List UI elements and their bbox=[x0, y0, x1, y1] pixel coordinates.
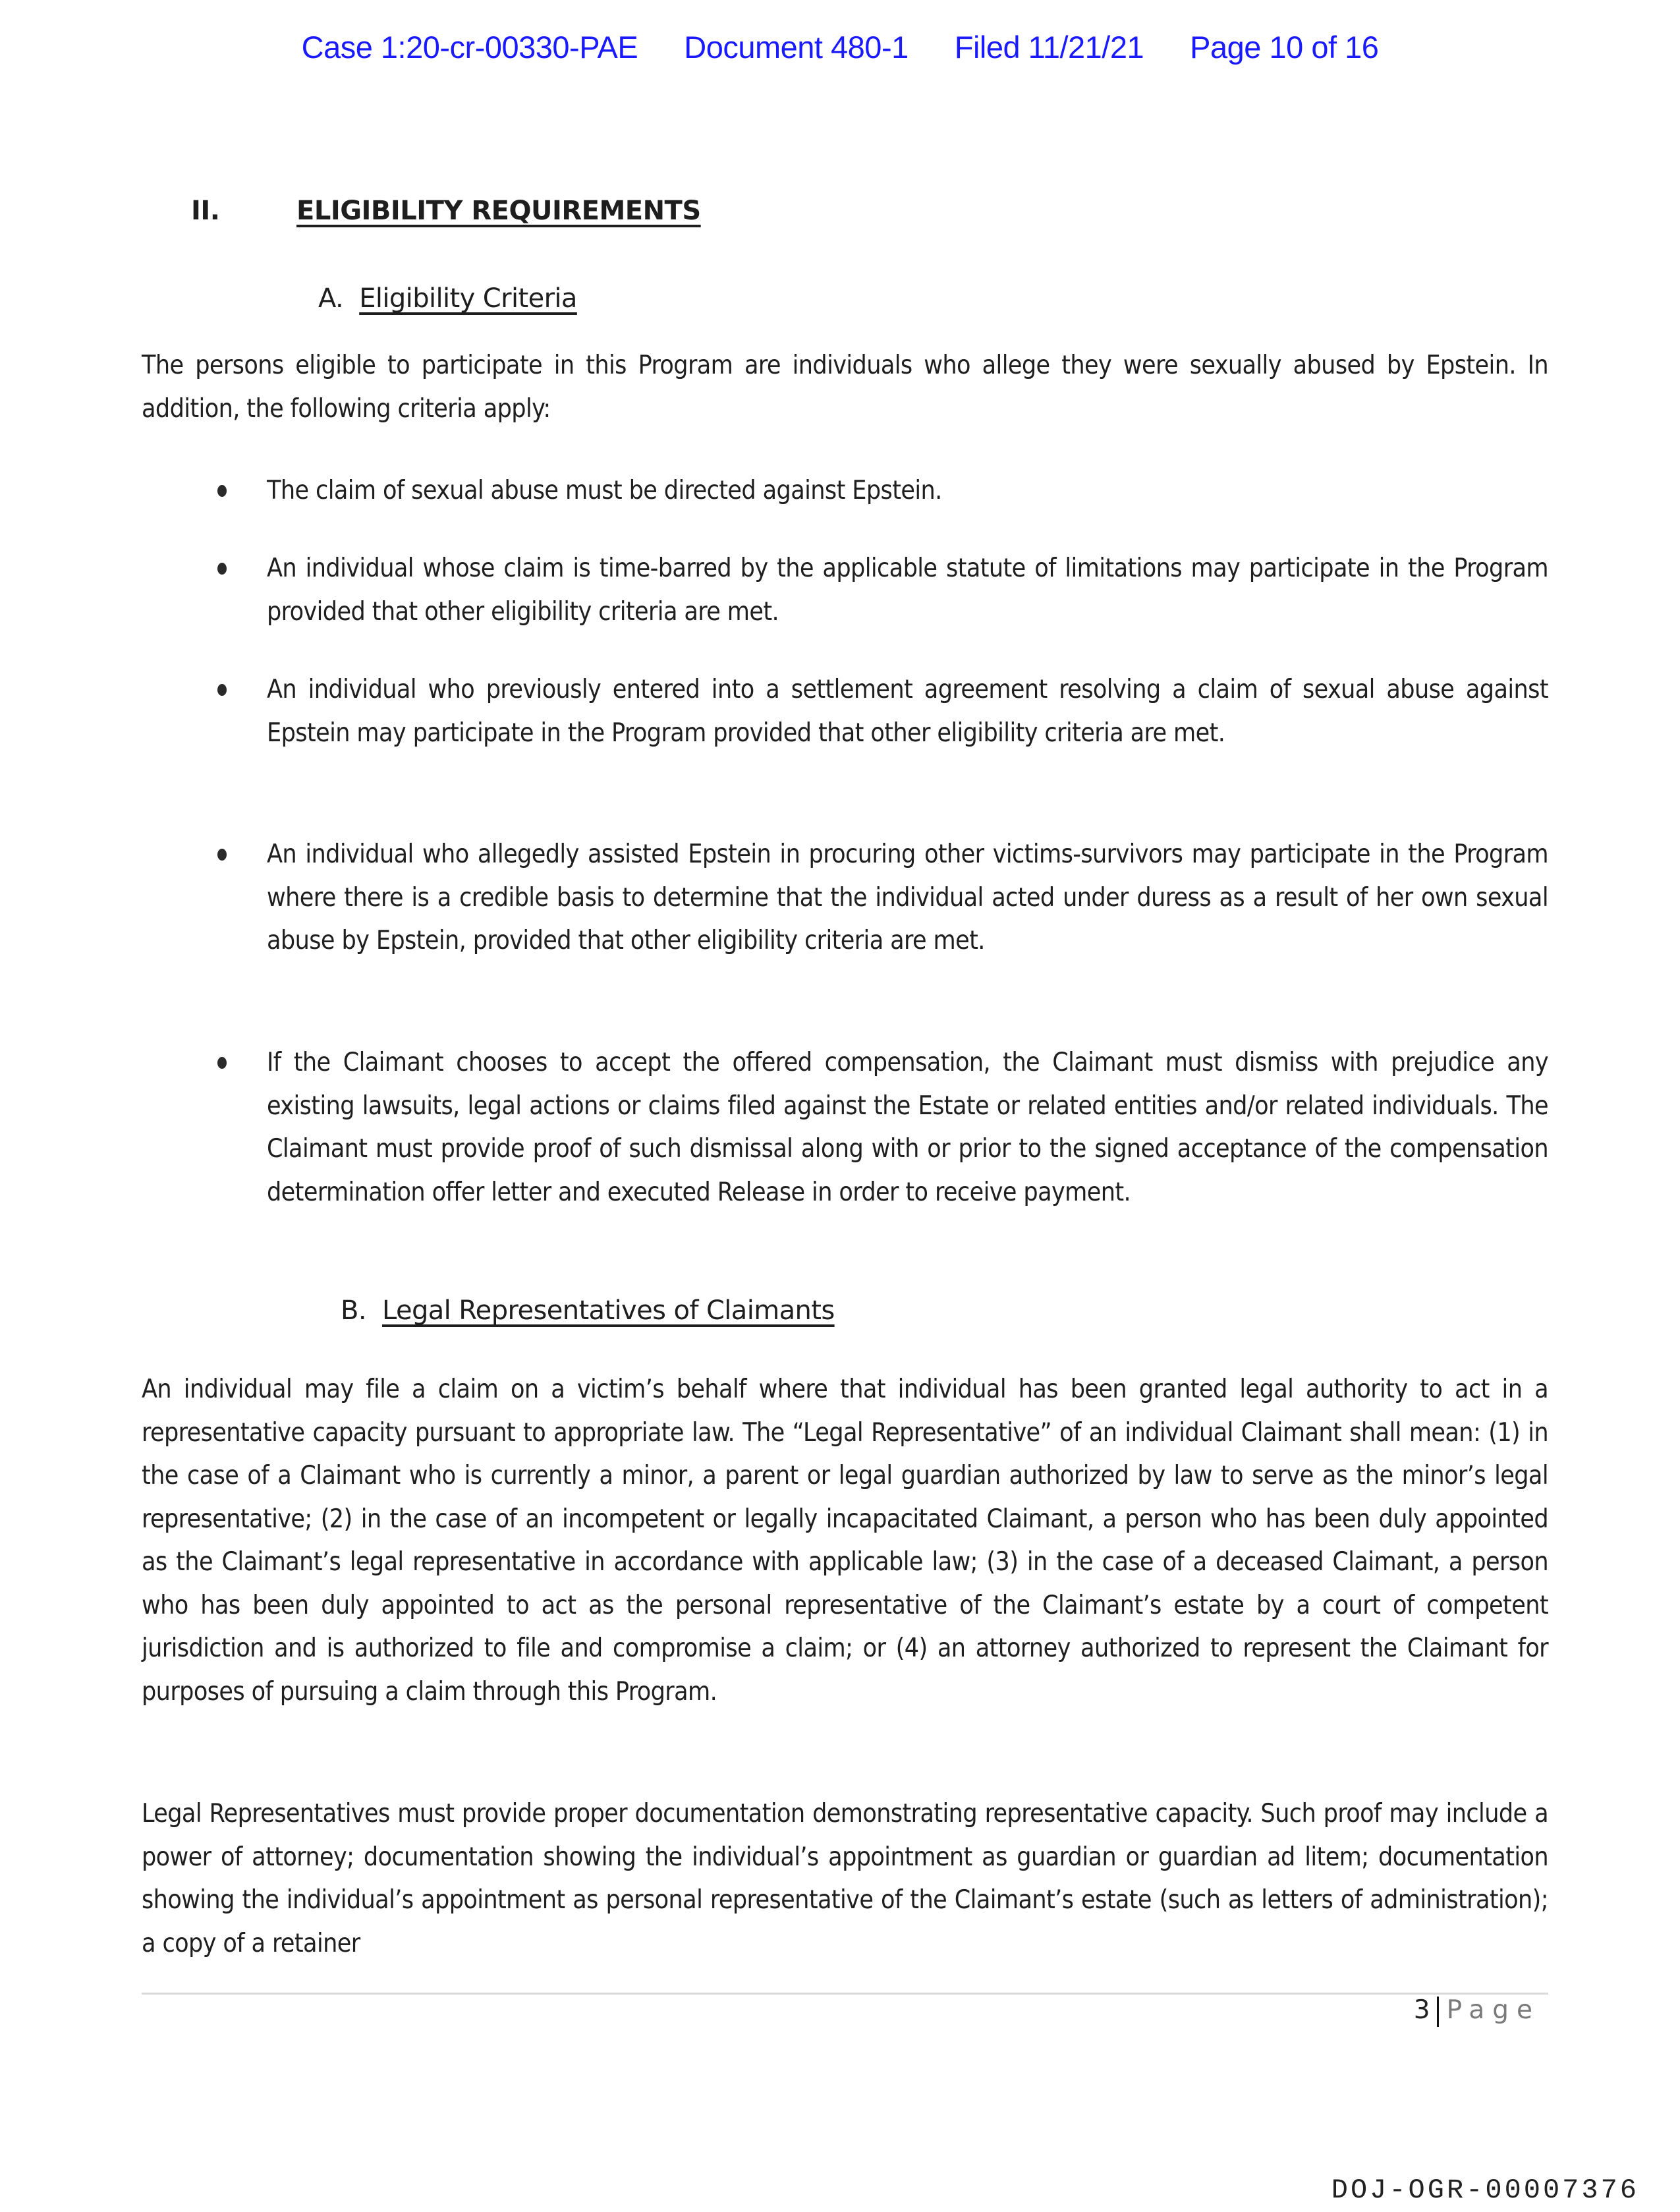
document-number: Document 480-1 bbox=[684, 30, 909, 65]
footer-divider bbox=[142, 1993, 1548, 1995]
subsection-b-heading bbox=[341, 1295, 835, 1326]
page-number bbox=[1414, 1995, 1540, 2027]
subsection-b-title: Legal Representatives of Claimants bbox=[381, 1295, 835, 1326]
filed-date: Filed 11/21/21 bbox=[954, 30, 1144, 65]
section-title: ELIGIBILITY REQUIREMENTS bbox=[296, 196, 701, 226]
bates-number: DOJ-OGR-00007376 bbox=[1331, 2174, 1639, 2206]
documentation-requirements-paragraph: Legal Representatives must provide proper documentation demonstrating representative capacity. Such proof may include a power of attorney; documentation showing the individual’s appointment as guardian or guardian ad litem; documentation showing the individual’s appointment as personal representative of the Claimant’s estate (such as letters of administration); a copy of a retainer bbox=[142, 1799, 1548, 1958]
criteria-list-item: If the Claimant chooses to accept the offered compensation, the Claimant must dismiss with prejudice any existing lawsuits, legal actions or claims filed against the Estate or related entities and/or related individuals. The Claimant must provide proof of such dismissal along with or prior to the signed acceptance of the compensation determination offer letter and executed Release in order to receive payment. bbox=[142, 1041, 1548, 1214]
eligibility-intro-paragraph: The persons eligible to participate in this Program are individuals who allege they were sexually abused by Epstein. In addition, the following criteria apply: bbox=[142, 351, 1548, 424]
subsection-a-heading bbox=[318, 283, 577, 314]
criteria-list-item: An individual who previously entered into a settlement agreement resolving a claim of sexual abuse against Epstein may participate in the Program provided that other eligibility criteria are met. bbox=[142, 668, 1548, 754]
page-count: Page 10 of 16 bbox=[1190, 30, 1379, 65]
bullet-icon bbox=[142, 469, 267, 513]
case-number: Case 1:20-cr-00330-PAE bbox=[301, 30, 638, 65]
bullet-icon bbox=[142, 833, 267, 963]
court-filing-stamp bbox=[0, 29, 1680, 65]
page-number-label: Page bbox=[1446, 1995, 1540, 2025]
page-number-separator bbox=[1437, 1997, 1439, 2027]
bullet-icon bbox=[142, 668, 267, 754]
page-number-value: 3 bbox=[1413, 1995, 1430, 2025]
subsection-b-letter: B. bbox=[341, 1295, 366, 1326]
subsection-a-letter: A. bbox=[318, 283, 344, 314]
criteria-list-item: An individual who allegedly assisted Epstein in procuring other victims-survivors may participate in the Program where there is a credible basis to determine that the individual acted under duress as a result of her own sexual abuse by Epstein, provided that other eligibility criteria are met. bbox=[142, 833, 1548, 963]
section-number: II. bbox=[191, 196, 220, 226]
subsection-a-title: Eligibility Criteria bbox=[359, 283, 577, 314]
section-heading bbox=[191, 196, 701, 226]
criteria-list-item: An individual whose claim is time-barred by the applicable statute of limitations may participate in the Program provided that other eligibility criteria are met. bbox=[142, 547, 1548, 633]
criteria-list-item: The claim of sexual abuse must be directed against Epstein. bbox=[142, 469, 1548, 513]
bullet-icon bbox=[142, 1041, 267, 1214]
legal-representative-definition-paragraph: An individual may file a claim on a victim’s behalf where that individual has been granted legal authority to act in a representative capacity pursuant to appropriate law. The “Legal Representative” of an individual Claimant shall mean: (1) in the case of a Claimant who is currently a minor, a parent or legal guardian authorized by law to serve as the minor’s legal representative; (2) in the case of an incompetent or legally incapacitated Claimant, a person who has been duly appointed as the Claimant’s legal representative in accordance with applicable law; (3) in the case of a deceased Claimant, a person who has been duly appointed to act as the personal representative of the Claimant’s estate by a court of competent jurisdiction and is authorized to file and compromise a claim; or (4) an attorney authorized to represent the Claimant for purposes of pursuing a claim through this Program. bbox=[142, 1375, 1548, 1707]
bullet-icon bbox=[142, 547, 267, 633]
